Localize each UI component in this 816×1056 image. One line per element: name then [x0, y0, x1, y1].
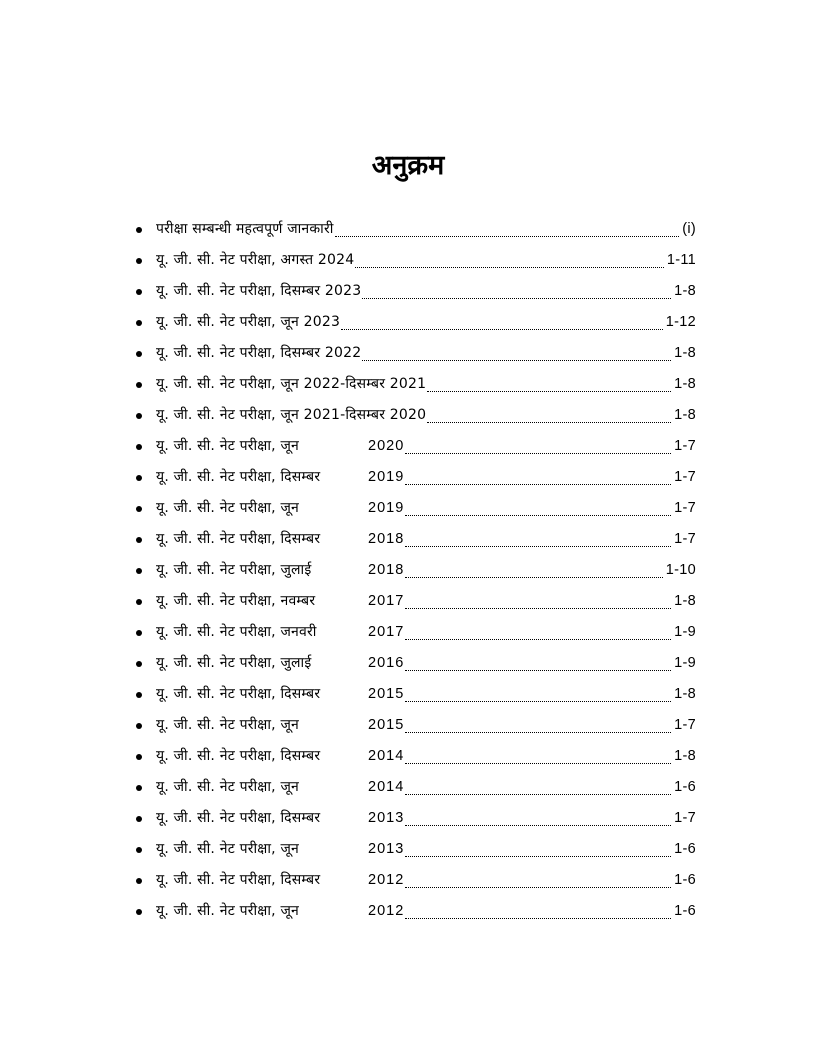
- bullet-icon: [136, 630, 142, 636]
- toc-entry-label: [156, 586, 405, 617]
- toc-entry: [0, 276, 816, 307]
- toc-entry: [0, 493, 816, 524]
- dot-leader: [405, 639, 671, 640]
- toc-entry: [0, 834, 816, 865]
- toc-entry: [0, 741, 816, 772]
- toc-entry: [0, 679, 816, 710]
- toc-entry-year: 2017: [368, 593, 405, 609]
- toc-entry-year: 2018: [368, 531, 405, 547]
- dot-leader: [427, 391, 671, 392]
- toc-entry-label: [156, 865, 405, 896]
- toc-entry: [0, 648, 816, 679]
- toc-entry: [0, 865, 816, 896]
- toc-page-range: 1-7: [674, 717, 696, 733]
- toc-entry-label: [156, 617, 405, 648]
- toc-entry-label: [156, 710, 405, 741]
- toc-page-range: 1-7: [674, 500, 696, 516]
- toc-page-range: 1-7: [674, 810, 696, 826]
- toc-entry-year: 2014: [368, 779, 405, 795]
- bullet-icon: [136, 444, 142, 450]
- toc-entry-year: 2017: [368, 624, 405, 640]
- bullet-icon: [136, 661, 142, 667]
- dot-leader: [405, 856, 671, 857]
- toc-page-range: 1-11: [666, 252, 696, 268]
- toc-entry-label: [156, 803, 405, 834]
- toc-page-range: 1-8: [674, 376, 696, 392]
- toc-entry: [0, 245, 816, 276]
- toc-page-range: 1-8: [674, 593, 696, 609]
- dot-leader: [405, 825, 671, 826]
- toc-entry-text: यू. जी. सी. नेट परीक्षा, जून: [156, 841, 300, 857]
- toc-entry-label: [156, 276, 361, 307]
- toc-entry-label: [156, 400, 426, 431]
- toc-entry-label: [156, 834, 405, 865]
- toc-entry-text: यू. जी. सी. नेट परीक्षा, दिसम्बर: [156, 469, 321, 485]
- dot-leader: [405, 546, 671, 547]
- toc-entry-year: 2019: [368, 500, 405, 516]
- dot-leader: [405, 732, 671, 733]
- bullet-icon: [136, 382, 142, 388]
- dot-leader: [405, 608, 671, 609]
- toc-entry-year: 2016: [368, 655, 405, 671]
- toc-entry-text: परीक्षा सम्बन्धी महत्वपूर्ण जानकारी: [156, 221, 334, 237]
- toc-entry-year: 2013: [368, 810, 405, 826]
- toc-entry: [0, 524, 816, 555]
- table-of-contents: [0, 214, 816, 927]
- toc-entry-text: यू. जी. सी. नेट परीक्षा, दिसम्बर: [156, 810, 321, 826]
- toc-entry: [0, 338, 816, 369]
- toc-entry-label: [156, 679, 405, 710]
- toc-entry-year: 2020: [368, 438, 405, 454]
- dot-leader: [405, 515, 671, 516]
- toc-entry: [0, 555, 816, 586]
- toc-entry-text: यू. जी. सी. नेट परीक्षा, दिसम्बर 2023: [156, 283, 362, 299]
- toc-page-range: 1-10: [665, 562, 696, 578]
- toc-entry-label: [156, 369, 426, 400]
- toc-entry-text: यू. जी. सी. नेट परीक्षा, दिसम्बर: [156, 748, 321, 764]
- bullet-icon: [136, 816, 142, 822]
- toc-entry-text: यू. जी. सी. नेट परीक्षा, जून 2021-दिसम्बर 2020: [156, 407, 427, 423]
- toc-entry-text: यू. जी. सी. नेट परीक्षा, जनवरी: [156, 624, 317, 640]
- toc-entry: [0, 400, 816, 431]
- dot-leader: [362, 360, 671, 361]
- toc-page-range: 1-8: [674, 283, 696, 299]
- dot-leader: [405, 794, 671, 795]
- dot-leader: [405, 887, 671, 888]
- toc-entry: [0, 803, 816, 834]
- toc-entry-label: [156, 524, 405, 555]
- dot-leader: [362, 298, 671, 299]
- toc-entry-year: 2018: [368, 562, 405, 578]
- toc-entry-text: यू. जी. सी. नेट परीक्षा, जून: [156, 500, 300, 516]
- toc-entry: [0, 462, 816, 493]
- bullet-icon: [136, 847, 142, 853]
- bullet-icon: [136, 475, 142, 481]
- bullet-icon: [136, 692, 142, 698]
- toc-entry-label: [156, 772, 405, 803]
- dot-leader: [405, 918, 671, 919]
- toc-entry-text: यू. जी. सी. नेट परीक्षा, जुलाई: [156, 562, 312, 578]
- bullet-icon: [136, 537, 142, 543]
- toc-page-range: 1-8: [674, 686, 696, 702]
- toc-page-range: 1-8: [674, 345, 696, 361]
- dot-leader: [405, 763, 671, 764]
- toc-page-range: 1-6: [674, 903, 696, 919]
- toc-entry-label: [156, 648, 405, 679]
- bullet-icon: [136, 258, 142, 264]
- toc-page-range: 1-6: [674, 841, 696, 857]
- toc-entry-label: [156, 462, 405, 493]
- toc-entry-label: [156, 493, 405, 524]
- toc-entry-text: यू. जी. सी. नेट परीक्षा, नवम्बर: [156, 593, 316, 609]
- toc-entry: [0, 369, 816, 400]
- toc-entry-label: [156, 555, 405, 586]
- toc-entry-label: [156, 307, 340, 338]
- toc-entry-year: 2015: [368, 717, 405, 733]
- toc-page-range: 1-9: [674, 655, 696, 671]
- dot-leader: [335, 236, 680, 237]
- dot-leader: [405, 670, 671, 671]
- toc-entry: [0, 710, 816, 741]
- dot-leader: [341, 329, 663, 330]
- toc-entry: [0, 617, 816, 648]
- dot-leader: [405, 484, 671, 485]
- bullet-icon: [136, 506, 142, 512]
- toc-entry: [0, 586, 816, 617]
- toc-page-range: 1-7: [674, 438, 696, 454]
- toc-entry-year: 2013: [368, 841, 405, 857]
- toc-entry: [0, 214, 816, 245]
- toc-entry-label: [156, 741, 405, 772]
- dot-leader: [355, 267, 663, 268]
- bullet-icon: [136, 351, 142, 357]
- bullet-icon: [136, 289, 142, 295]
- bullet-icon: [136, 320, 142, 326]
- toc-entry-text: यू. जी. सी. नेट परीक्षा, जून: [156, 779, 300, 795]
- bullet-icon: [136, 754, 142, 760]
- toc-entry: [0, 307, 816, 338]
- toc-entry-text: यू. जी. सी. नेट परीक्षा, जून: [156, 438, 300, 454]
- bullet-icon: [136, 785, 142, 791]
- toc-entry-text: यू. जी. सी. नेट परीक्षा, दिसम्बर: [156, 686, 321, 702]
- toc-entry-text: यू. जी. सी. नेट परीक्षा, जून 2022-दिसम्बर 2021: [156, 376, 427, 392]
- toc-entry-text: यू. जी. सी. नेट परीक्षा, जून: [156, 717, 300, 733]
- dot-leader: [405, 577, 663, 578]
- toc-entry-text: यू. जी. सी. नेट परीक्षा, दिसम्बर: [156, 872, 321, 888]
- bullet-icon: [136, 599, 142, 605]
- page-title: अनुक्रम: [371, 150, 445, 181]
- toc-page-range: 1-8: [674, 748, 696, 764]
- toc-entry-label: [156, 214, 334, 245]
- toc-entry-year: 2015: [368, 686, 405, 702]
- toc-entry-year: 2019: [368, 469, 405, 485]
- toc-entry-label: [156, 896, 405, 927]
- dot-leader: [405, 453, 671, 454]
- toc-entry-text: यू. जी. सी. नेट परीक्षा, दिसम्बर: [156, 531, 321, 547]
- toc-page-range: 1-9: [674, 624, 696, 640]
- toc-entry: [0, 431, 816, 462]
- bullet-icon: [136, 723, 142, 729]
- toc-entry: [0, 896, 816, 927]
- toc-entry: [0, 772, 816, 803]
- toc-entry-year: 2014: [368, 748, 405, 764]
- toc-page-range: (i): [682, 221, 696, 237]
- toc-page-range: 1-6: [674, 872, 696, 888]
- bullet-icon: [136, 878, 142, 884]
- toc-page-range: 1-7: [674, 469, 696, 485]
- bullet-icon: [136, 568, 142, 574]
- toc-entry-text: यू. जी. सी. नेट परीक्षा, जून 2023: [156, 314, 341, 330]
- toc-entry-text: यू. जी. सी. नेट परीक्षा, अगस्त 2024: [156, 252, 355, 268]
- toc-entry-year: 2012: [368, 872, 405, 888]
- toc-entry-text: यू. जी. सी. नेट परीक्षा, जुलाई: [156, 655, 312, 671]
- bullet-icon: [136, 227, 142, 233]
- dot-leader: [405, 701, 671, 702]
- toc-entry-text: यू. जी. सी. नेट परीक्षा, जून: [156, 903, 300, 919]
- toc-entry-label: [156, 338, 361, 369]
- dot-leader: [427, 422, 671, 423]
- toc-page-range: 1-12: [665, 314, 696, 330]
- toc-page-range: 1-8: [674, 407, 696, 423]
- toc-entry-label: [156, 431, 405, 462]
- bullet-icon: [136, 413, 142, 419]
- toc-page-range: 1-6: [674, 779, 696, 795]
- toc-entry-label: [156, 245, 354, 276]
- toc-page-range: 1-7: [674, 531, 696, 547]
- toc-entry-year: 2012: [368, 903, 405, 919]
- toc-entry-text: यू. जी. सी. नेट परीक्षा, दिसम्बर 2022: [156, 345, 362, 361]
- bullet-icon: [136, 909, 142, 915]
